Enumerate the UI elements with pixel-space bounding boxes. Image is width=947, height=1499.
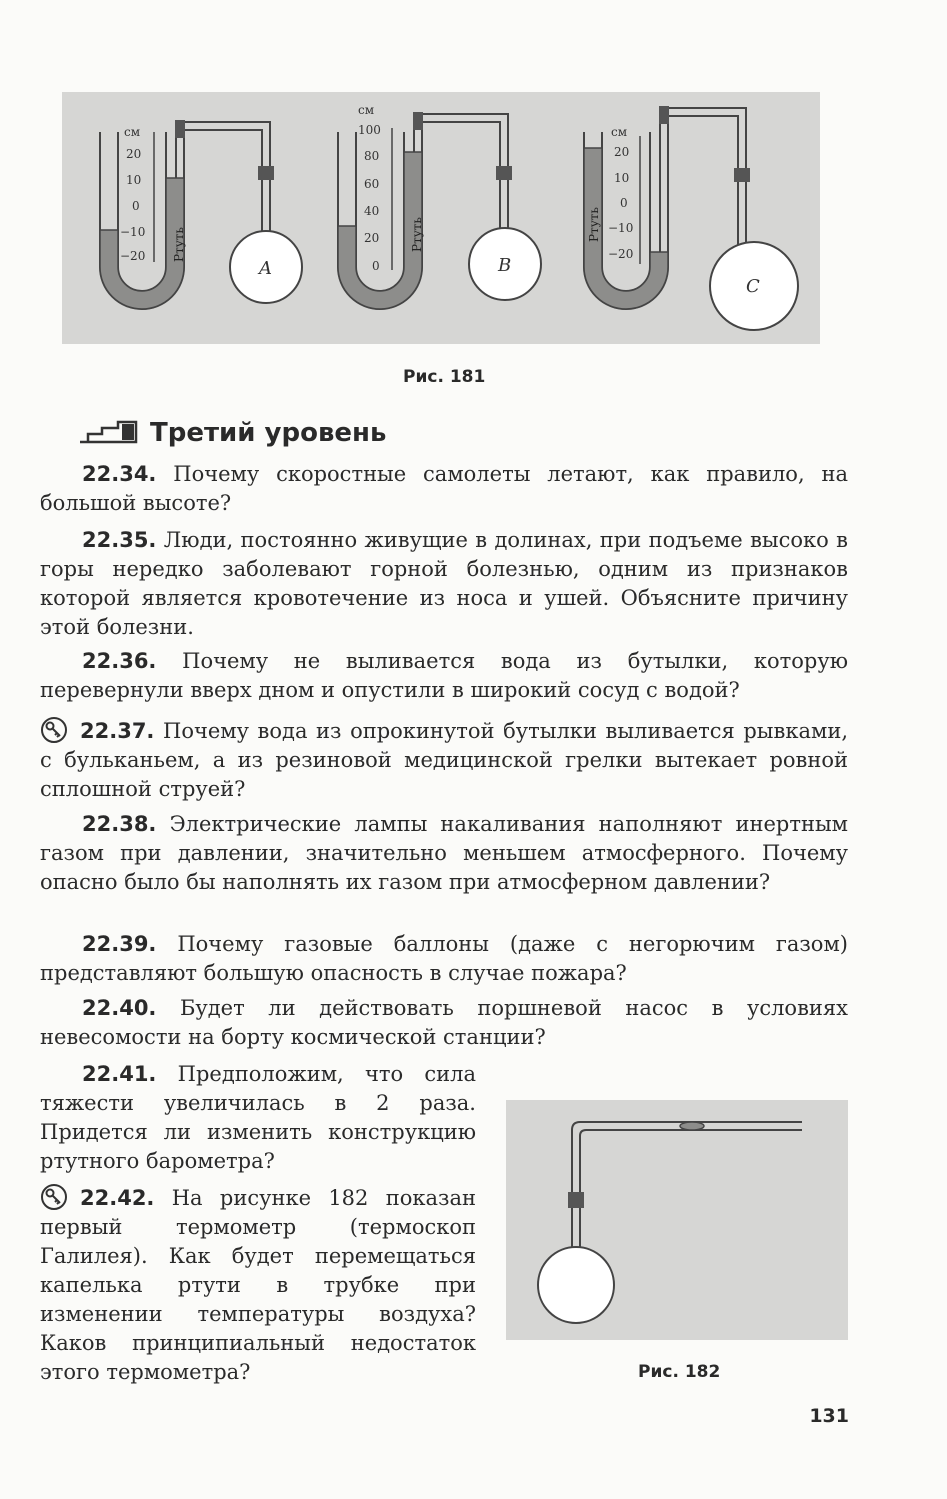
- page-number: 131: [809, 1405, 849, 1427]
- problem-number: 22.41.: [82, 1062, 157, 1086]
- key-icon: [40, 716, 74, 744]
- manometer-a: [100, 120, 302, 309]
- problem-text: Электрические лампы накаливания наполняют инертным газом при давлении, значительно меньшем атмосферного. Почему опасно было бы наполнять их газом при атмосферном давлении?: [40, 812, 849, 894]
- problem-number: 22.35.: [82, 528, 157, 552]
- problem-text: Почему газовые баллоны (даже с негорючим газом) представляют большую опасность в случае пожара?: [40, 932, 848, 985]
- tick-label: 0: [372, 259, 380, 273]
- tick-label: 10: [126, 173, 142, 187]
- tick-label: 10: [614, 171, 630, 185]
- problem-number: 22.42.: [80, 1186, 155, 1210]
- tick-label: 80: [364, 149, 380, 163]
- problem-text: Будет ли действовать поршневой насос в условиях невесомости на борту космической станции?: [40, 996, 848, 1049]
- problem-22-40: [40, 994, 848, 1052]
- tick-label: 20: [126, 147, 142, 161]
- bulb-label: C: [746, 276, 760, 297]
- manometer-c: [584, 106, 798, 330]
- figure-182-caption: Рис. 182: [638, 1362, 721, 1382]
- tick-label: −10: [120, 225, 146, 239]
- figure-181: [62, 92, 820, 344]
- key-icon: [40, 1183, 74, 1211]
- problem-text: Предположим, что сила тяжести увеличилась в 2 раза. Придется ли изменить конструкцию ртутного барометра?: [40, 1062, 476, 1173]
- problem-text: На рисунке 182 показан первый термометр (термоскоп Галилея). Как будет перемещаться капелька ртути в трубке при изменении температуры воздуха? Каков принципиальный недостаток этого термометра?: [40, 1186, 476, 1384]
- bulb-label: A: [259, 258, 272, 279]
- mercury-label: Ртуть: [410, 217, 424, 252]
- problem-22-39: [40, 930, 848, 988]
- tick-label: 0: [132, 199, 140, 213]
- tick-label: 20: [364, 231, 380, 245]
- mercury-label: Ртуть: [587, 207, 601, 242]
- problem-22-37: [40, 716, 848, 804]
- problem-number: 22.40.: [82, 996, 157, 1020]
- stairs-icon: [78, 420, 138, 446]
- problem-number: 22.34.: [82, 462, 157, 486]
- tick-label: 60: [364, 177, 380, 191]
- mercury-drop: [680, 1122, 704, 1130]
- problem-text: Почему вода из опрокинутой бутылки выливается рывками, с бульканьем, а из резиновой медицинской грелки вытекает ровной сплошной струей?: [40, 719, 848, 801]
- problem-text: Почему скоростные самолеты летают, как правило, на большой высоте?: [40, 462, 848, 515]
- problem-number: 22.37.: [80, 719, 155, 743]
- tick-label: 100: [358, 123, 381, 137]
- problem-text: Почему не выливается вода из бутылки, которую перевернули вверх дном и опустили в широкий сосуд с водой?: [40, 649, 848, 702]
- unit-label: см: [124, 125, 141, 139]
- manometer-b: [338, 103, 541, 309]
- figure-181-caption: Рис. 181: [403, 367, 486, 387]
- problem-22-38: [40, 810, 848, 897]
- bulb-label: B: [498, 255, 512, 276]
- problem-number: 22.36.: [82, 649, 157, 673]
- problem-22-36: [40, 647, 848, 705]
- problem-text: Люди, постоянно живущие в долинах, при подъеме высоко в горы нередко заболевают горной болезнью, одним из признаков которой является кровотечение из носа и ушей. Объясните причину этой болезни.: [40, 528, 848, 639]
- problem-number: 22.39.: [82, 932, 157, 956]
- problem-number: 22.38.: [82, 812, 157, 836]
- problem-22-34: [40, 460, 848, 518]
- tick-label: −20: [608, 247, 634, 261]
- tick-label: −10: [608, 221, 634, 235]
- problem-22-35: [40, 526, 848, 642]
- section-title: Третий уровень: [150, 418, 387, 448]
- tick-label: 40: [364, 204, 380, 218]
- problem-22-41: [40, 1060, 476, 1176]
- tick-label: −20: [120, 249, 146, 263]
- tick-label: 0: [620, 196, 628, 210]
- tick-label: 20: [614, 145, 630, 159]
- figure-182: [506, 1100, 848, 1340]
- problem-22-42: [40, 1183, 476, 1387]
- unit-label: см: [611, 125, 628, 139]
- mercury-label: Ртуть: [172, 227, 186, 262]
- unit-label: см: [358, 103, 375, 117]
- section-heading: [78, 413, 386, 453]
